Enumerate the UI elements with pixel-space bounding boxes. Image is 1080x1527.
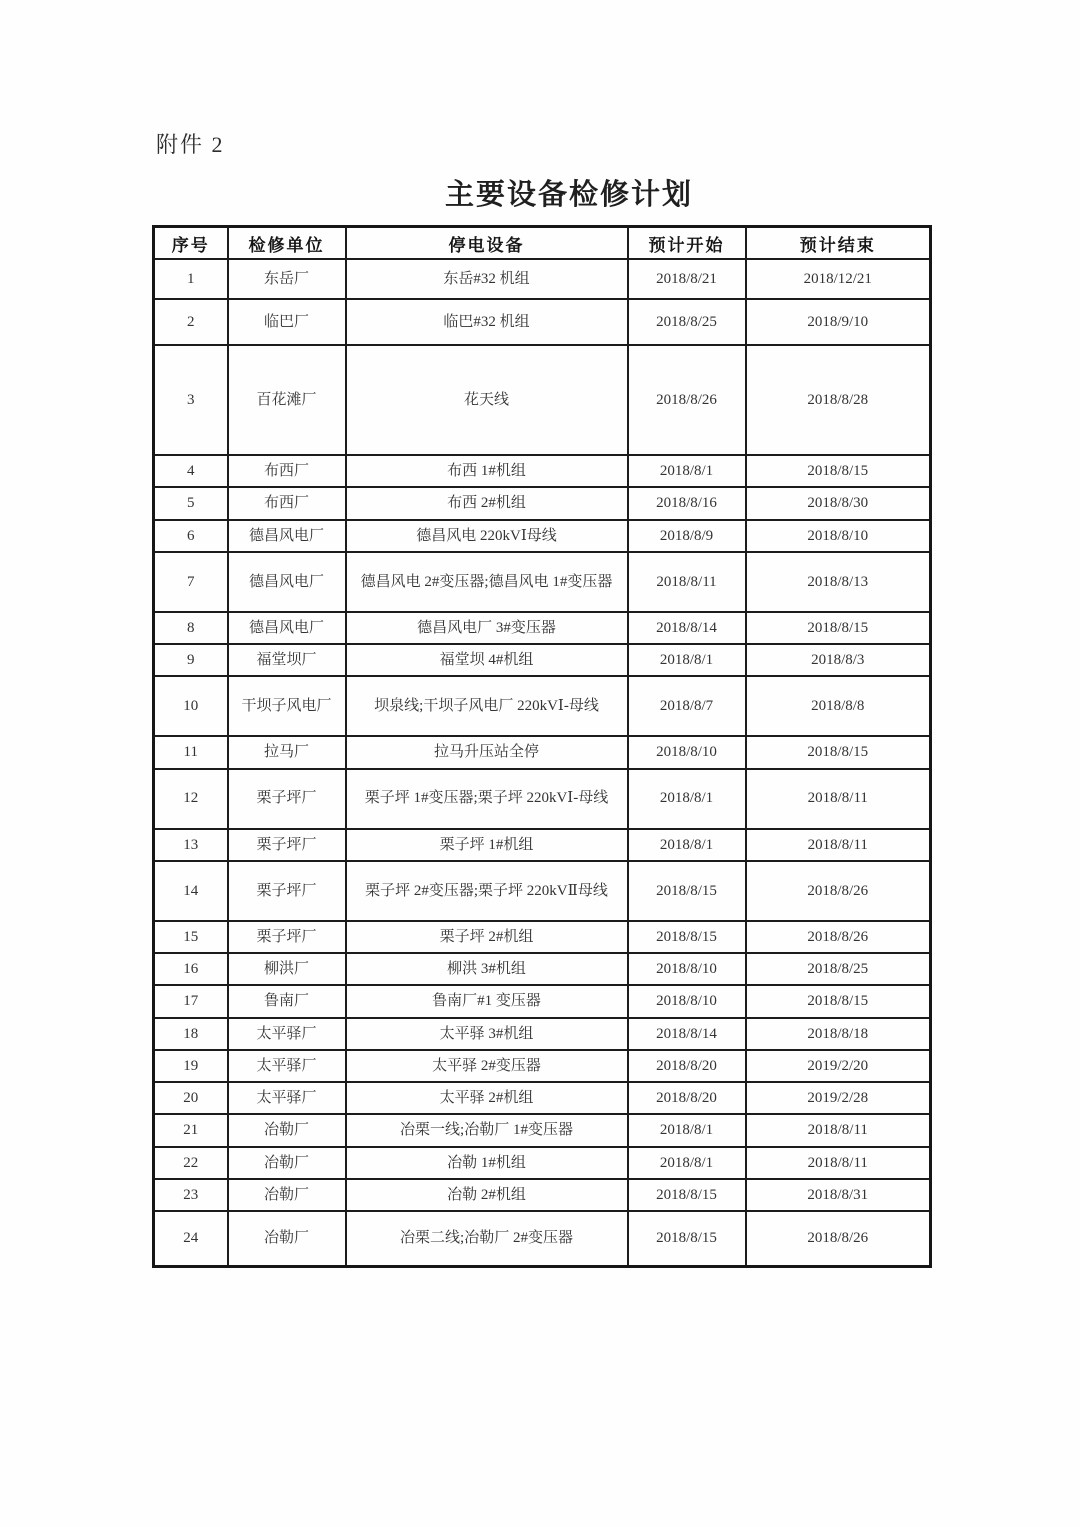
cell-no: 8 [154,612,228,644]
cell-start: 2018/8/9 [628,520,746,552]
cell-unit: 德昌风电厂 [228,612,346,644]
cell-start: 2018/8/21 [628,259,746,299]
table-row [154,1050,931,1082]
cell-equipment: 坝泉线;干坝子风电厂 220kVⅠ-母线 [346,676,628,736]
cell-start: 2018/8/1 [628,644,746,676]
cell-equipment: 临巴#32 机组 [346,299,628,345]
header-row [154,227,931,260]
cell-no: 10 [154,676,228,736]
cell-end: 2018/8/26 [746,1211,931,1266]
cell-unit: 栗子坪厂 [228,921,346,953]
cell-no: 20 [154,1082,228,1114]
cell-equipment: 鲁南厂#1 变压器 [346,985,628,1017]
cell-no: 1 [154,259,228,299]
table-row [154,829,931,861]
cell-start: 2018/8/14 [628,1018,746,1050]
cell-unit: 冶勒厂 [228,1211,346,1266]
column-header-start: 预计开始 [628,227,746,260]
cell-start: 2018/8/1 [628,829,746,861]
cell-equipment: 布西 1#机组 [346,455,628,487]
cell-no: 13 [154,829,228,861]
cell-unit: 干坝子风电厂 [228,676,346,736]
table-row [154,1179,931,1211]
cell-start: 2018/8/14 [628,612,746,644]
cell-no: 6 [154,520,228,552]
table-row [154,736,931,768]
cell-end: 2018/8/15 [746,612,931,644]
table-row [154,1114,931,1146]
cell-start: 2018/8/7 [628,676,746,736]
cell-start: 2018/8/15 [628,1211,746,1266]
cell-start: 2018/8/15 [628,861,746,921]
table-row [154,259,931,299]
cell-end: 2019/2/28 [746,1082,931,1114]
cell-no: 14 [154,861,228,921]
cell-unit: 临巴厂 [228,299,346,345]
cell-unit: 拉马厂 [228,736,346,768]
cell-equipment: 栗子坪 1#变压器;栗子坪 220kVⅠ-母线 [346,769,628,829]
column-header-end: 预计结束 [746,227,931,260]
cell-end: 2018/8/15 [746,455,931,487]
column-header-unit: 检修单位 [228,227,346,260]
cell-end: 2018/8/13 [746,552,931,612]
cell-unit: 德昌风电厂 [228,552,346,612]
cell-no: 16 [154,953,228,985]
cell-end: 2018/12/21 [746,259,931,299]
cell-no: 19 [154,1050,228,1082]
table-row [154,1082,931,1114]
cell-equipment: 德昌风电厂 3#变压器 [346,612,628,644]
cell-start: 2018/8/10 [628,953,746,985]
cell-end: 2018/8/26 [746,861,931,921]
cell-no: 12 [154,769,228,829]
cell-start: 2018/8/1 [628,769,746,829]
maintenance-plan-table [152,225,932,1268]
table-row [154,676,931,736]
cell-unit: 太平驿厂 [228,1018,346,1050]
cell-no: 24 [154,1211,228,1266]
cell-end: 2018/8/15 [746,736,931,768]
cell-end: 2018/8/15 [746,985,931,1017]
cell-end: 2018/8/11 [746,1147,931,1179]
cell-equipment: 太平驿 2#变压器 [346,1050,628,1082]
cell-start: 2018/8/1 [628,1114,746,1146]
cell-end: 2018/8/26 [746,921,931,953]
cell-equipment: 冶栗一线;冶勒厂 1#变压器 [346,1114,628,1146]
table-row [154,861,931,921]
cell-unit: 布西厂 [228,455,346,487]
cell-equipment: 冶勒 1#机组 [346,1147,628,1179]
cell-equipment: 东岳#32 机组 [346,259,628,299]
cell-unit: 冶勒厂 [228,1179,346,1211]
cell-start: 2018/8/26 [628,345,746,455]
table-row [154,921,931,953]
cell-end: 2018/8/18 [746,1018,931,1050]
cell-start: 2018/8/15 [628,1179,746,1211]
cell-end: 2018/9/10 [746,299,931,345]
cell-start: 2018/8/16 [628,487,746,519]
table-row [154,520,931,552]
attachment-label: 附件 2 [156,132,225,157]
cell-unit: 栗子坪厂 [228,829,346,861]
cell-unit: 鲁南厂 [228,985,346,1017]
table-row [154,552,931,612]
table-row [154,1147,931,1179]
cell-start: 2018/8/20 [628,1082,746,1114]
table-row [154,455,931,487]
cell-end: 2018/8/11 [746,1114,931,1146]
cell-no: 7 [154,552,228,612]
cell-no: 22 [154,1147,228,1179]
cell-equipment: 花天线 [346,345,628,455]
table-row [154,769,931,829]
column-header-no: 序号 [154,227,228,260]
cell-no: 9 [154,644,228,676]
cell-unit: 栗子坪厂 [228,769,346,829]
cell-start: 2018/8/20 [628,1050,746,1082]
table-row [154,953,931,985]
cell-end: 2018/8/30 [746,487,931,519]
cell-end: 2018/8/11 [746,769,931,829]
cell-equipment: 太平驿 3#机组 [346,1018,628,1050]
cell-equipment: 太平驿 2#机组 [346,1082,628,1114]
table-row [154,985,931,1017]
cell-end: 2019/2/20 [746,1050,931,1082]
cell-equipment: 栗子坪 2#机组 [346,921,628,953]
cell-no: 2 [154,299,228,345]
cell-unit: 太平驿厂 [228,1082,346,1114]
column-header-equipment: 停电设备 [346,227,628,260]
table-row [154,644,931,676]
cell-start: 2018/8/10 [628,736,746,768]
cell-start: 2018/8/10 [628,985,746,1017]
cell-equipment: 柳洪 3#机组 [346,953,628,985]
cell-no: 17 [154,985,228,1017]
cell-start: 2018/8/1 [628,1147,746,1179]
cell-no: 18 [154,1018,228,1050]
cell-start: 2018/8/15 [628,921,746,953]
table-row [154,345,931,455]
cell-unit: 布西厂 [228,487,346,519]
cell-equipment: 栗子坪 2#变压器;栗子坪 220kVⅡ母线 [346,861,628,921]
cell-end: 2018/8/8 [746,676,931,736]
cell-equipment: 冶栗二线;冶勒厂 2#变压器 [346,1211,628,1266]
cell-no: 15 [154,921,228,953]
cell-unit: 柳洪厂 [228,953,346,985]
cell-no: 23 [154,1179,228,1211]
cell-no: 11 [154,736,228,768]
cell-equipment: 德昌风电 2#变压器;德昌风电 1#变压器 [346,552,628,612]
cell-unit: 百花滩厂 [228,345,346,455]
cell-equipment: 冶勒 2#机组 [346,1179,628,1211]
cell-end: 2018/8/28 [746,345,931,455]
table-row [154,299,931,345]
cell-start: 2018/8/11 [628,552,746,612]
cell-unit: 冶勒厂 [228,1114,346,1146]
cell-start: 2018/8/25 [628,299,746,345]
cell-end: 2018/8/10 [746,520,931,552]
page-title: 主要设备检修计划 [444,179,693,211]
cell-no: 3 [154,345,228,455]
cell-end: 2018/8/31 [746,1179,931,1211]
cell-no: 5 [154,487,228,519]
table-row [154,612,931,644]
cell-equipment: 福堂坝 4#机组 [346,644,628,676]
cell-no: 21 [154,1114,228,1146]
cell-equipment: 栗子坪 1#机组 [346,829,628,861]
cell-equipment: 布西 2#机组 [346,487,628,519]
cell-start: 2018/8/1 [628,455,746,487]
cell-end: 2018/8/11 [746,829,931,861]
cell-unit: 福堂坝厂 [228,644,346,676]
table-row [154,487,931,519]
cell-equipment: 拉马升压站全停 [346,736,628,768]
table-row [154,1211,931,1266]
cell-equipment: 德昌风电 220kVⅠ母线 [346,520,628,552]
cell-end: 2018/8/3 [746,644,931,676]
cell-unit: 东岳厂 [228,259,346,299]
cell-unit: 德昌风电厂 [228,520,346,552]
cell-unit: 栗子坪厂 [228,861,346,921]
cell-unit: 太平驿厂 [228,1050,346,1082]
table-row [154,1018,931,1050]
cell-end: 2018/8/25 [746,953,931,985]
cell-unit: 冶勒厂 [228,1147,346,1179]
cell-no: 4 [154,455,228,487]
